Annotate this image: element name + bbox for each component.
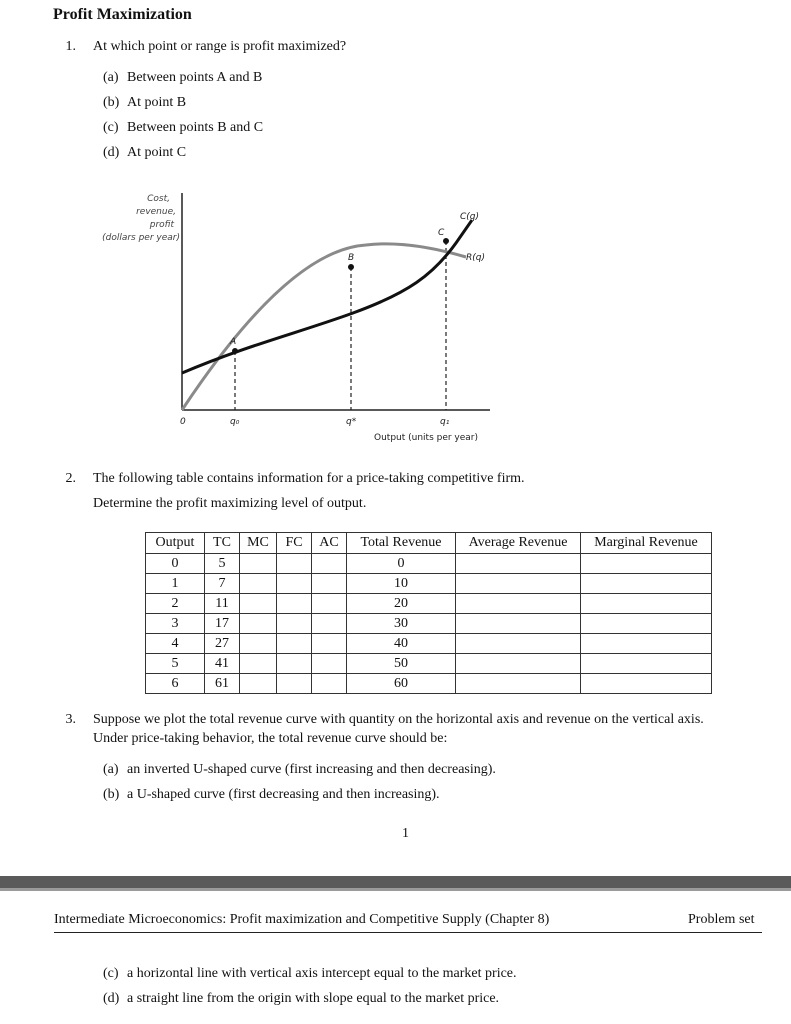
table-cell: 60 — [347, 674, 456, 694]
point-label-b: B — [348, 253, 355, 263]
option-letter: (d) — [103, 145, 120, 160]
table-cell — [277, 594, 312, 614]
table-row — [146, 654, 712, 674]
table-cell — [456, 574, 581, 594]
x-tick-q1: q₁ — [440, 417, 450, 427]
option-text: an inverted U-shaped curve (first increasing and then decreasing). — [127, 762, 496, 777]
table-cell — [277, 554, 312, 574]
x-axis-label: Output (units per year) — [374, 433, 479, 443]
table-cell — [581, 654, 712, 674]
option-letter: (b) — [103, 95, 120, 110]
table-cell — [312, 634, 347, 654]
table-cell: 2 — [146, 594, 205, 614]
header-rule — [54, 932, 762, 933]
question-text-line-2: Under price-taking behavior, the total revenue curve should be: — [93, 731, 448, 746]
option-letter: (d) — [103, 991, 120, 1006]
option-text: At point C — [127, 145, 187, 160]
table-cell: 20 — [347, 594, 456, 614]
table-cell — [581, 674, 712, 694]
table-cell — [312, 574, 347, 594]
table-cell: 17 — [205, 614, 240, 634]
table-cell — [277, 654, 312, 674]
table-cell — [581, 634, 712, 654]
page-divider — [0, 876, 791, 888]
table-cell — [240, 654, 277, 674]
point-b-marker — [348, 264, 354, 270]
option-text: At point B — [127, 95, 187, 110]
column-header: Total Revenue — [347, 533, 456, 554]
table-cell: 10 — [347, 574, 456, 594]
q3-option-d — [103, 991, 499, 1007]
y-axis-label-line: profit — [149, 220, 174, 230]
table-cell: 50 — [347, 654, 456, 674]
table-cell — [456, 654, 581, 674]
table-cell: 41 — [205, 654, 240, 674]
revenue-curve — [182, 244, 466, 410]
option-letter: (c) — [103, 966, 119, 981]
question-text-line-1: The following table contains information for a price-taking competitive firm. — [93, 471, 525, 486]
table-row — [146, 574, 712, 594]
table-cell — [312, 554, 347, 574]
table-cell: 40 — [347, 634, 456, 654]
option-letter: (a) — [103, 70, 119, 85]
column-header: FC — [277, 533, 312, 554]
question-text-line-1: Suppose we plot the total revenue curve with quantity on the horizontal axis and revenue on the vertical axis. — [93, 712, 704, 727]
page-divider-edge — [0, 888, 791, 891]
table-cell — [240, 634, 277, 654]
q3-option-a — [103, 762, 496, 778]
table-cell — [456, 674, 581, 694]
y-axis-label-line: revenue, — [136, 207, 176, 217]
table-cell — [240, 574, 277, 594]
table-row — [146, 594, 712, 614]
point-a-marker — [232, 348, 238, 354]
column-header: Output — [146, 533, 205, 554]
revenue-curve-label: R(q) — [466, 253, 485, 263]
table-cell: 4 — [146, 634, 205, 654]
y-axis-label-line: Cost, — [147, 194, 170, 204]
option-letter: (a) — [103, 762, 119, 777]
table-cell — [581, 554, 712, 574]
option-text: a straight line from the origin with slope equal to the market price. — [127, 991, 500, 1006]
point-label-a: A — [230, 337, 237, 347]
q1-option-d — [103, 145, 186, 161]
page-title: Profit Maximization — [53, 6, 192, 23]
table-cell: 3 — [146, 614, 205, 634]
column-header: TC — [205, 533, 240, 554]
column-header: AC — [312, 533, 347, 554]
table-row — [146, 674, 712, 694]
table-cell — [277, 574, 312, 594]
option-text: Between points A and B — [127, 70, 263, 85]
table-cell — [312, 654, 347, 674]
table-cell — [312, 674, 347, 694]
table-cell: 0 — [146, 554, 205, 574]
point-c-marker — [443, 238, 449, 244]
table-cell — [581, 594, 712, 614]
table-cell — [240, 594, 277, 614]
table-cell: 0 — [347, 554, 456, 574]
firm-data-table — [145, 532, 712, 694]
point-label-c: C — [438, 228, 445, 238]
table-cell: 61 — [205, 674, 240, 694]
x-tick-qstar: q* — [346, 417, 357, 427]
table-header-row — [146, 533, 712, 554]
table-cell — [456, 594, 581, 614]
q1-option-a — [103, 70, 262, 86]
table-cell: 5 — [146, 654, 205, 674]
table-cell: 27 — [205, 634, 240, 654]
cost-curve-label: C(q) — [460, 212, 480, 222]
table-cell — [581, 574, 712, 594]
question-number: 2. — [65, 471, 76, 486]
q1-option-b — [103, 95, 186, 111]
option-text: Between points B and C — [127, 120, 264, 135]
table-cell: 1 — [146, 574, 205, 594]
table-cell — [456, 614, 581, 634]
table-cell: 6 — [146, 674, 205, 694]
table-cell — [240, 614, 277, 634]
page-number: 1 — [402, 826, 409, 841]
origin-label: 0 — [180, 417, 186, 427]
q3-option-b — [103, 787, 440, 803]
option-letter: (c) — [103, 120, 119, 135]
table-cell — [456, 634, 581, 654]
question-number: 1. — [65, 39, 76, 54]
table-cell — [312, 614, 347, 634]
table-cell — [240, 554, 277, 574]
running-header-title: Intermediate Microeconomics: Profit maximization and Competitive Supply (Chapter 8) — [54, 912, 550, 927]
running-header-label: Problem set — [688, 912, 755, 927]
table-cell: 30 — [347, 614, 456, 634]
option-text: a U-shaped curve (first decreasing and then increasing). — [127, 787, 440, 802]
option-letter: (b) — [103, 787, 120, 802]
y-axis-label-line: (dollars per year) — [102, 233, 180, 243]
table-cell — [312, 594, 347, 614]
table-cell: 7 — [205, 574, 240, 594]
table-row — [146, 614, 712, 634]
table-cell — [277, 674, 312, 694]
table-cell — [581, 614, 712, 634]
question-text: At which point or range is profit maximized? — [93, 39, 347, 54]
column-header: MC — [240, 533, 277, 554]
option-text: a horizontal line with vertical axis intercept equal to the market price. — [127, 966, 517, 981]
table-cell — [456, 554, 581, 574]
column-header: Marginal Revenue — [581, 533, 712, 554]
table-cell — [277, 634, 312, 654]
question-text-line-2: Determine the profit maximizing level of output. — [93, 496, 367, 511]
column-header: Average Revenue — [456, 533, 581, 554]
q1-option-c — [103, 120, 263, 136]
table-row — [146, 634, 712, 654]
table-cell — [277, 614, 312, 634]
table-cell — [240, 674, 277, 694]
q3-option-c — [103, 966, 517, 982]
table-row — [146, 554, 712, 574]
profit-graph — [88, 185, 498, 450]
question-number: 3. — [65, 712, 76, 727]
x-tick-q0: q₀ — [230, 417, 240, 427]
table-cell: 11 — [205, 594, 240, 614]
table-cell: 5 — [205, 554, 240, 574]
